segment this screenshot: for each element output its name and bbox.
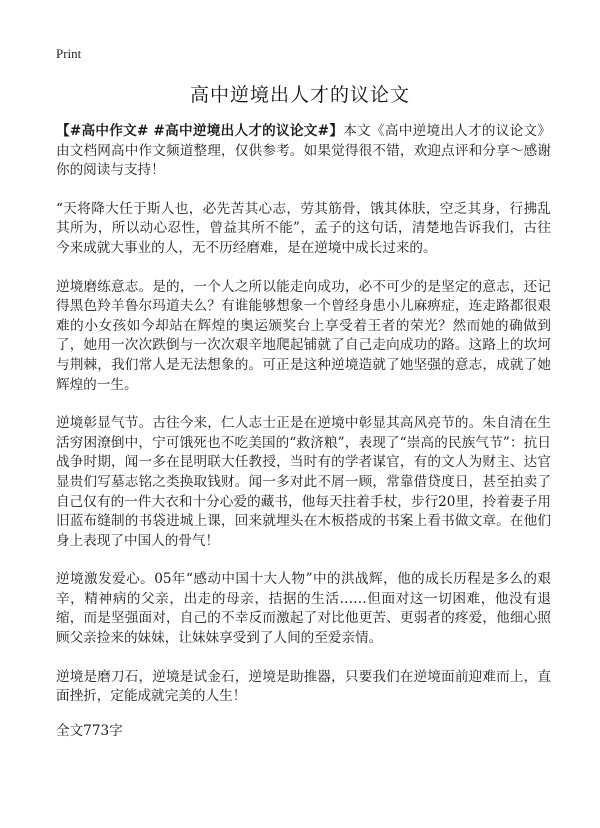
intro-paragraph xyxy=(56,122,551,181)
paragraph-willpower: 逆境磨练意志。是的，一个人之所以能走向成功，必不可少的是坚定的意志，还记得黑色羚羊鲁尔玛道夫么？有谁能够想象一个曾经身患小儿麻痹症，连走路都很艰难的小女孩如今却站在辉煌的奥运颁奖台上享受着王者的荣光？然而她的确做到了，她用一次次跌倒与一次次艰辛地爬起铺就了自己走向成功的路。这路上的坎坷与荆棘，我们常人是无法想象的。可正是这种逆境造就了她坚强的意志，成就了她辉煌的一生。 xyxy=(56,278,551,393)
article-body xyxy=(56,122,551,741)
intro-tags: 【#高中作文# #高中逆境出人才的议论文#】 xyxy=(56,123,344,139)
paragraph-quote: “天将降大任于斯人也，必先苦其心志，劳其筋骨，饿其体肤，空乏其身，行拂乱其所为，所以动心忍性，曾益其所不能”，孟子的这句话，清楚地告诉我们，古往今来成就大事业的人，无不历经磨难，是在逆境中成长过来的。 xyxy=(56,200,551,256)
paragraph-compassion: 逆境激发爱心。05年“感动中国十大人物”中的洪战辉，他的成长历程是多么的艰辛，精神病的父亲，出走的母亲，拮据的生活……但面对这一切困难，他没有退缩，而是坚强面对，自己的不幸反而激起了对比他更苦、更弱者的疼爱，他细心照顾父亲捡来的妹妹，让妹妹享受到了人间的至爱亲情。 xyxy=(56,571,551,647)
word-count: 全文773字 xyxy=(56,722,123,739)
paragraph-conclusion: 逆境是磨刀石，逆境是试金石，逆境是助推器，只要我们在逆境面前迎难而上，直面挫折，定能成就完美的人生！ xyxy=(56,668,551,705)
page-title: 高中逆境出人才的议论文 xyxy=(189,84,410,106)
intro-text: 本文《高中逆境出人才的议论文》由文档网高中作文频道整理，仅供参考。如果觉得很不错，欢迎点评和分享～感谢你的阅读与支持！ xyxy=(56,123,552,179)
paragraph-integrity: 逆境彰显气节。古往今来，仁人志士正是在逆境中彰显其高风亮节的。朱自清在生活穷困潦倒中，宁可饿死也不吃美国的“救济粮”，表现了“崇高的民族气节”：抗日战争时期，闻一多在昆明联大任教授，当时有的学者谋官，有的文人为财主、达官显贵们写墓志铭之类换取钱财。闻一多对此不屑一顾，常靠借贷度日，甚至拍卖了自己仅有的一件大衣和十分心爱的藏书，他每天拄着手杖，步行20里，拎着妻子用旧蓝布缝制的书袋进城上课，回来就埋头在木板搭成的书案上看书做文章。在他们身上表现了中国人的骨气！ xyxy=(56,415,551,549)
print-link[interactable]: Print xyxy=(56,46,82,61)
